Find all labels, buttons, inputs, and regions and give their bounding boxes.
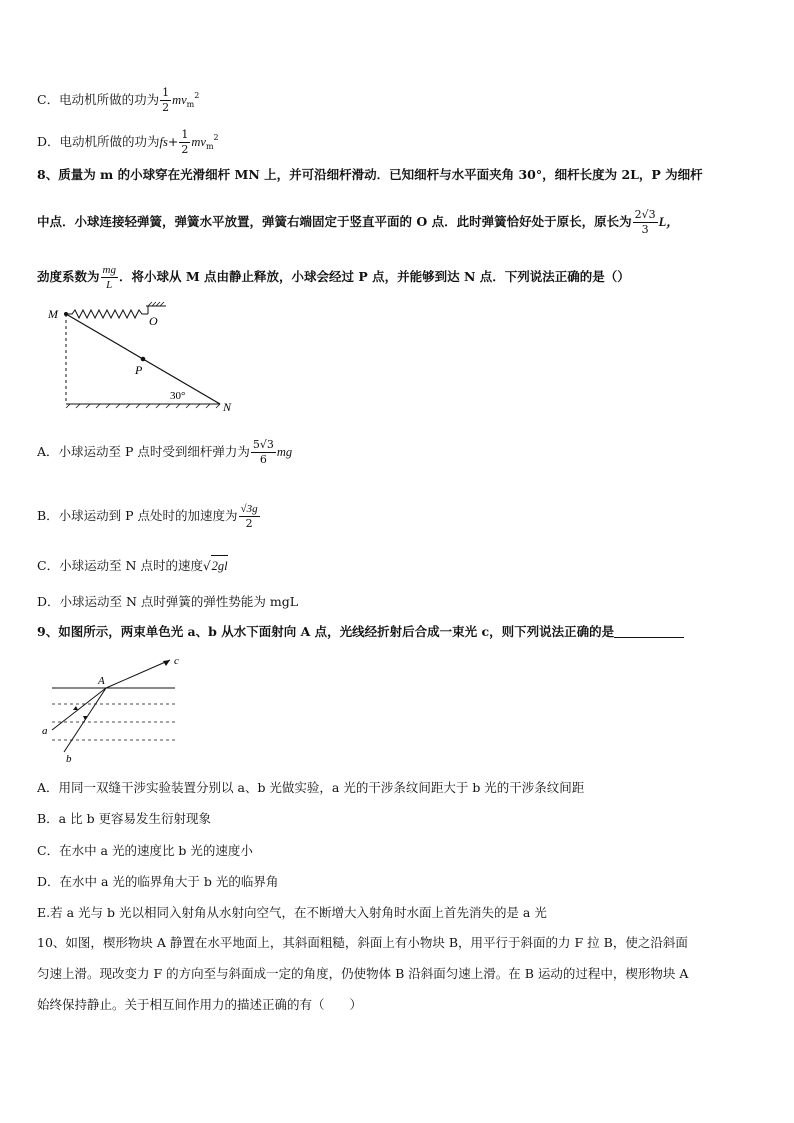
q8-option-c: [37, 555, 228, 576]
q9-refraction-figure: [40, 652, 185, 764]
label-a-point: A: [98, 675, 105, 687]
ground-hatch: [66, 404, 220, 408]
q8-line2-text: 中点．小球连接轻弹簧，弹簧水平放置，弹簧右端固定于竖直平面的 O 点．此时弹簧恰好处于原长，原长为: [37, 214, 632, 229]
q8-option-d: D．小球运动至 N 点时弹簧的弹性势能为 mgL: [37, 594, 299, 609]
q8-line3-text: 劲度系数为: [37, 269, 100, 284]
ray-a: [52, 688, 106, 730]
fraction-numerator: √3g: [240, 503, 258, 515]
superscript: 2: [194, 91, 200, 100]
q7-d-fs: fs: [159, 135, 168, 149]
q10-stem-line1: 10、如图，楔形物块 A 静置在水平地面上，其斜面粗糙，斜面上有小物块 B，用平行于斜面的力 F 拉 B，使之沿斜面: [37, 935, 688, 950]
q8-stem-line3: [37, 263, 630, 292]
ray-c: [106, 660, 170, 688]
label-o: O: [149, 314, 158, 328]
q10-stem-line3: 始终保持静止。关于相互间作用力的描述正确的有（ ）: [37, 997, 363, 1012]
point-p: [141, 357, 146, 362]
fraction-denominator: 2: [162, 101, 170, 114]
fraction-numerator: 5√3: [252, 438, 274, 451]
fraction-denominator: 2: [245, 517, 253, 530]
q8-option-a-text: A．小球运动至 P 点时受到细杆弹力为: [37, 444, 250, 459]
ceiling-hatch: [148, 302, 164, 306]
q7-option-d-text: D．电动机所做的功为: [37, 134, 160, 149]
q9-option-c: C．在水中 a 光的速度比 b 光的速度小: [37, 843, 253, 858]
fraction-denominator: 6: [259, 453, 267, 466]
q7-option-d: [37, 128, 219, 157]
fraction-numerator: mg: [102, 264, 116, 276]
radicand: 2gl: [211, 555, 228, 576]
q9-stem: [37, 622, 684, 642]
q8-a-tail: mg: [276, 445, 293, 459]
q7-d-expr: mv: [191, 135, 206, 149]
q9-stem-text: 9、如图所示，两束单色光 a、b 从水下面射向 A 点，光线经折射后合成一束光 c，则下列说法正确的是: [37, 624, 615, 639]
plus-sign: +: [167, 134, 179, 149]
q8-option-b: [37, 502, 261, 531]
q7-option-c: [37, 86, 199, 115]
label-m: M: [48, 307, 58, 321]
fraction-denominator: 2: [181, 143, 189, 156]
fraction-denominator: L: [106, 279, 113, 291]
q8-stem-line1: 8、质量为 m 的小球穿在光滑细杆 MN 上，并可沿细杆滑动．已知细杆与水平面夹角 30°，细杆长度为 2L，P 为细杆: [37, 167, 703, 182]
q8-option-c-text: C．小球运动至 N 点时的速度: [37, 558, 203, 573]
subscript: m: [205, 142, 214, 151]
subscript: m: [186, 100, 195, 109]
point-m: [64, 312, 68, 316]
q8-b-fraction: [239, 502, 260, 531]
answer-blank: [614, 625, 684, 638]
q7-option-c-text: C．电动机所做的功为: [37, 92, 160, 107]
label-ray-c: c: [174, 655, 179, 667]
q7-c-expr: mv: [172, 93, 187, 107]
q9-option-a: A．用同一双缝干涉实验装置分别以 a、b 光做实验，a 光的干涉条纹间距大于 b 光的干涉条纹间距: [37, 780, 585, 795]
fraction-numerator: 2√3: [634, 208, 656, 221]
q8-length-fraction: [633, 208, 658, 237]
fraction-denominator: 3: [641, 223, 649, 236]
q9-option-b: B．a 比 b 更容易发生衍射现象: [37, 811, 212, 826]
q8-stem-line2: [37, 208, 679, 237]
q8-a-fraction: [251, 438, 276, 467]
q7-c-fraction: [160, 86, 171, 115]
label-angle: 30°: [170, 390, 186, 402]
q8-line2-tail: L，: [658, 215, 679, 229]
q9-option-e: E.若 a 光与 b 光以相同入射角从水射向空气，在不断增大入射角时水面上首先消失的是 a 光: [37, 905, 547, 920]
label-n: N: [223, 400, 232, 414]
label-ray-a: a: [42, 725, 48, 737]
q8-option-b-text: B．小球运动到 P 点处时的加速度为: [37, 508, 238, 523]
label-p: P: [135, 363, 143, 377]
q7-d-fraction: [179, 128, 190, 157]
spring: [66, 310, 148, 318]
q10-stem-line2: 匀速上滑。现改变力 F 的方向至与斜面成一定的角度，仍使物体 B 沿斜面匀速上滑。在 B 运动的过程中，楔形物块 A: [37, 966, 689, 981]
fraction-numerator: 1: [181, 128, 189, 141]
q8-incline-figure: [40, 300, 250, 415]
arrow-a: [73, 706, 78, 710]
superscript: 2: [213, 133, 219, 142]
q8-option-a: [37, 438, 292, 467]
radical-sign: √: [202, 559, 211, 573]
label-ray-b: b: [66, 753, 72, 764]
q9-option-d: D．在水中 a 光的临界角大于 b 光的临界角: [37, 874, 279, 889]
fraction-numerator: 1: [162, 86, 170, 99]
q8-line3-tail: ．将小球从 M 点由静止释放，小球会经过 P 点，并能够到达 N 点．下列说法正确的是（）: [118, 269, 630, 284]
q8-stiffness-fraction: [101, 263, 118, 292]
